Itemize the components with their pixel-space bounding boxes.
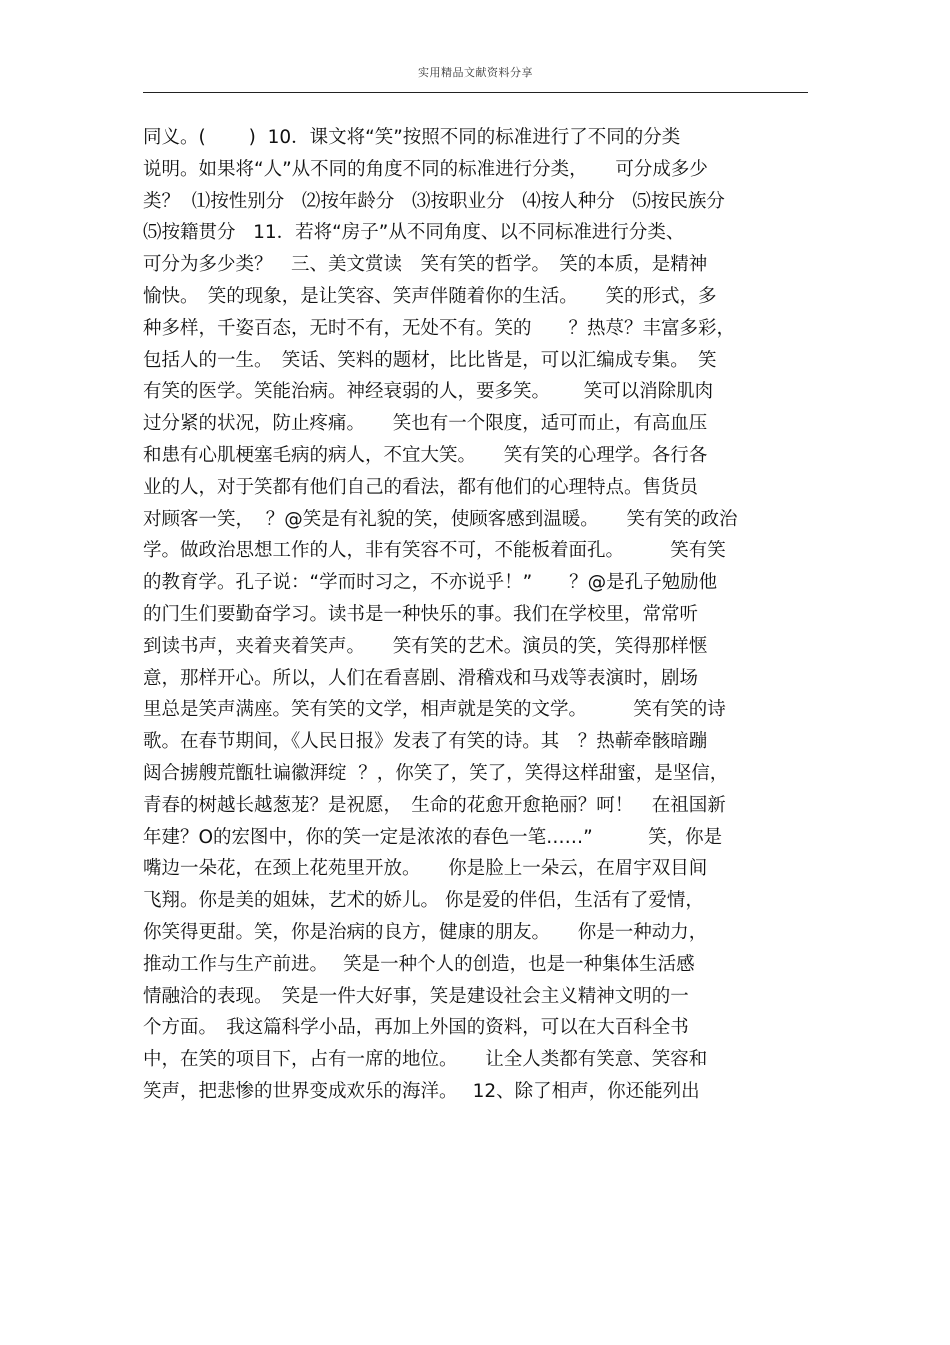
text-line: 飞翔。你是美的姐妹，艺术的娇儿。 你是爱的伴侣，生活有了爱情，: [143, 890, 704, 912]
text-line: 类？ ⑴按性别分 ⑵按年龄分 ⑶按职业分 ⑷按人种分 ⑸按民族分: [143, 190, 725, 212]
text-line: 说明。如果将“人”从不同的角度不同的标准进行分类， 可分成多少: [143, 158, 708, 180]
text-line: 闼合掳艘荒甑牡谝徽湃绽 ？，你笑了，笑了，笑得这样甜蜜，是坚信，: [143, 762, 729, 784]
page-header: [143, 60, 808, 93]
text-line: 到读书声，夹着夹着笑声。 笑有笑的艺术。演员的笑，笑得那样惬: [143, 635, 708, 657]
text-line: 学。做政治思想工作的人，非有笑容不可，不能板着面孔。 笑有笑: [143, 540, 726, 562]
text-line: 业的人，对于笑都有他们自己的看法，都有他们的心理特点。售货员: [143, 476, 699, 498]
text-line: 包括人的一生。 笑话、笑料的题材，比比皆是，可以汇编成专集。 笑: [143, 349, 717, 371]
text-line: 意，那样开心。所以，人们在看喜剧、滑稽戏和马戏等表演时，剧场: [143, 667, 699, 689]
text-line: 歌。在春节期间，《人民日报》发表了有笑的诗。其 ？热蕲牵骸暗蹦: [143, 731, 708, 753]
text-line: 过分紧的状况，防止疼痛。 笑也有一个限度，适可而止，有高血压: [143, 413, 708, 435]
header-title: 实用精品文献资料分享: [418, 66, 533, 79]
text-line: 和患有心肌梗塞毛病的病人，不宜大笑。 笑有笑的心理学。各行各: [143, 444, 708, 466]
text-line: 中，在笑的项目下，占有一席的地位。 让全人类都有笑意、笑容和: [143, 1049, 708, 1071]
text-line: 情融洽的表现。 笑是一件大好事，笑是建设社会主义精神文明的一: [143, 985, 689, 1007]
text-line: ⑸按籍贯分 11．若将“房子”从不同角度、以不同标准进行分类、: [143, 222, 685, 244]
text-line: 对顾客一笑， ？@笑是有礼貌的笑，使顾客感到温暖。 笑有笑的政治: [143, 508, 738, 530]
text-line: 笑声，把悲惨的世界变成欢乐的海洋。 12、除了相声，你还能列出: [143, 1080, 700, 1102]
text-line: 青春的树越长越葱茏？是祝愿， 生命的花愈开愈艳丽？呵！ 在祖国新: [143, 794, 726, 816]
text-line: 可分为多少类？ 三、美文赏读 笑有笑的哲学。 笑的本质，是精神: [143, 254, 708, 276]
text-line: 推动工作与生产前进。 笑是一种个人的创造，也是一种集体生活感: [143, 953, 695, 975]
document-body: [143, 122, 823, 1108]
text-line: 愉快。 笑的现象，是让笑容、笑声伴随着你的生活。 笑的形式，多: [143, 285, 717, 307]
text-line: 嘴边一朵花，在颈上花苑里开放。 你是脸上一朵云，在眉宇双目间: [143, 858, 708, 880]
text-line: 有笑的医学。笑能治病。神经衰弱的人，要多笑。 笑可以消除肌肉: [143, 381, 714, 403]
text-line: 的门生们要勤奋学习。读书是一种快乐的事。我们在学校里，常常听: [143, 603, 699, 625]
text-line: 种多样，千姿百态，无时不有，无处不有。笑的 ？热荩？丰富多彩，: [143, 317, 736, 339]
text-line: 个方面。 我这篇科学小品，再加上外国的资料，可以在大百科全书: [143, 1017, 689, 1039]
text-line: 你笑得更甜。笑，你是治病的良方，健康的朋友。 你是一种动力，: [143, 921, 708, 943]
text-line: 的教育学。孔子说：“学而时习之，不亦说乎！” ？@是孔子勉励他: [143, 572, 718, 594]
text-line: 年建？O的宏图中，你的笑一定是浓浓的春色一笔……” 笑，你是: [143, 826, 723, 848]
text-line: 里总是笑声满座。笑有笑的文学，相声就是笑的文学。 笑有笑的诗: [143, 699, 726, 721]
text-line: 同义。( ) 10．课文将“笑”按照不同的标准进行了不同的分类: [143, 127, 681, 148]
